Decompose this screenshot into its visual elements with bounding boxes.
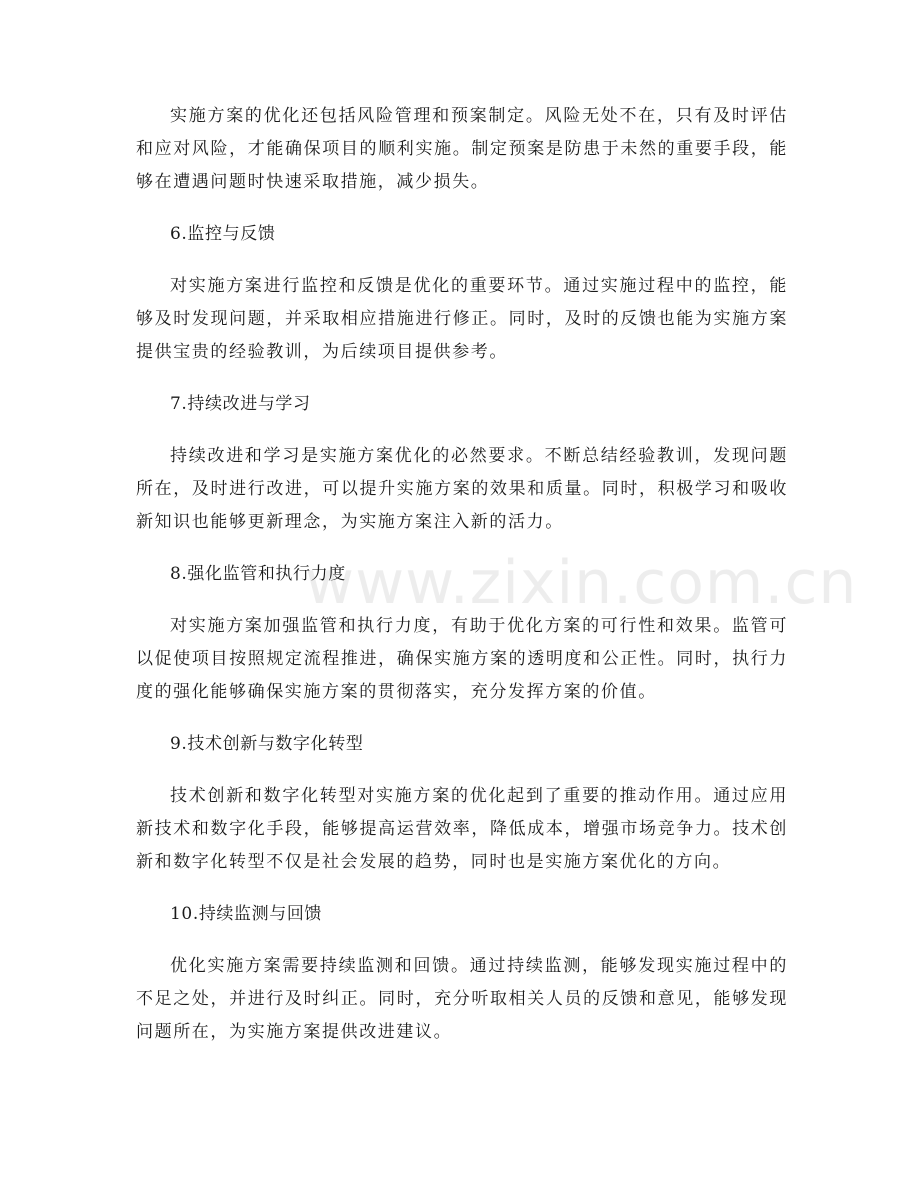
paragraph-risk-management: 实施方案的优化还包括风险管理和预案制定。风险无处不在，只有及时评估和应对风险，才能确保项目的顺利实施。制定预案是防患于未然的重要手段，能够在遭遇问题时快速采取措施，减少损失。: [136, 106, 788, 192]
paragraph-monitoring-feedback: 对实施方案进行监控和反馈是优化的重要环节。通过实施过程中的监控，能够及时发现问题，并采取相应措施进行修正。同时，及时的反馈也能为实施方案提供宝贵的经验教训，为后续项目提供参考。: [136, 276, 788, 362]
paragraph-tech-innovation: 技术创新和数字化转型对实施方案的优化起到了重要的推动作用。通过应用新技术和数字化手段，能够提高运营效率，降低成本，增强市场竞争力。技术创新和数字化转型不仅是社会发展的趋势，同时也是实施方案优化的方向。: [136, 786, 788, 872]
watermark-text: www.zixin.com.cn: [305, 548, 858, 618]
section-heading-9: 9.技术创新与数字化转型: [170, 734, 364, 754]
section-heading-10: 10.持续监测与回馈: [170, 904, 323, 924]
paragraph-supervision-execution: 对实施方案加强监管和执行力度，有助于优化方案的可行性和效果。监管可以促使项目按照规定流程推进，确保实施方案的透明度和公正性。同时，执行力度的强化能够确保实施方案的贯彻落实，充分发挥方案的价值。: [136, 616, 788, 702]
paragraph-continuous-monitoring: 优化实施方案需要持续监测和回馈。通过持续监测，能够发现实施过程中的不足之处，并进行及时纠正。同时，充分听取相关人员的反馈和意见，能够发现问题所在，为实施方案提供改进建议。: [136, 956, 788, 1042]
section-heading-8: 8.强化监管和执行力度: [170, 564, 346, 584]
document-body: [136, 100, 788, 1068]
paragraph-continuous-improvement: 持续改进和学习是实施方案优化的必然要求。不断总结经验教训，发现问题所在，及时进行改进，可以提升实施方案的效果和质量。同时，积极学习和吸收新知识也能够更新理念，为实施方案注入新的活力。: [136, 446, 788, 532]
section-heading-7: 7.持续改进与学习: [170, 394, 311, 414]
section-heading-6: 6.监控与反馈: [170, 224, 276, 244]
